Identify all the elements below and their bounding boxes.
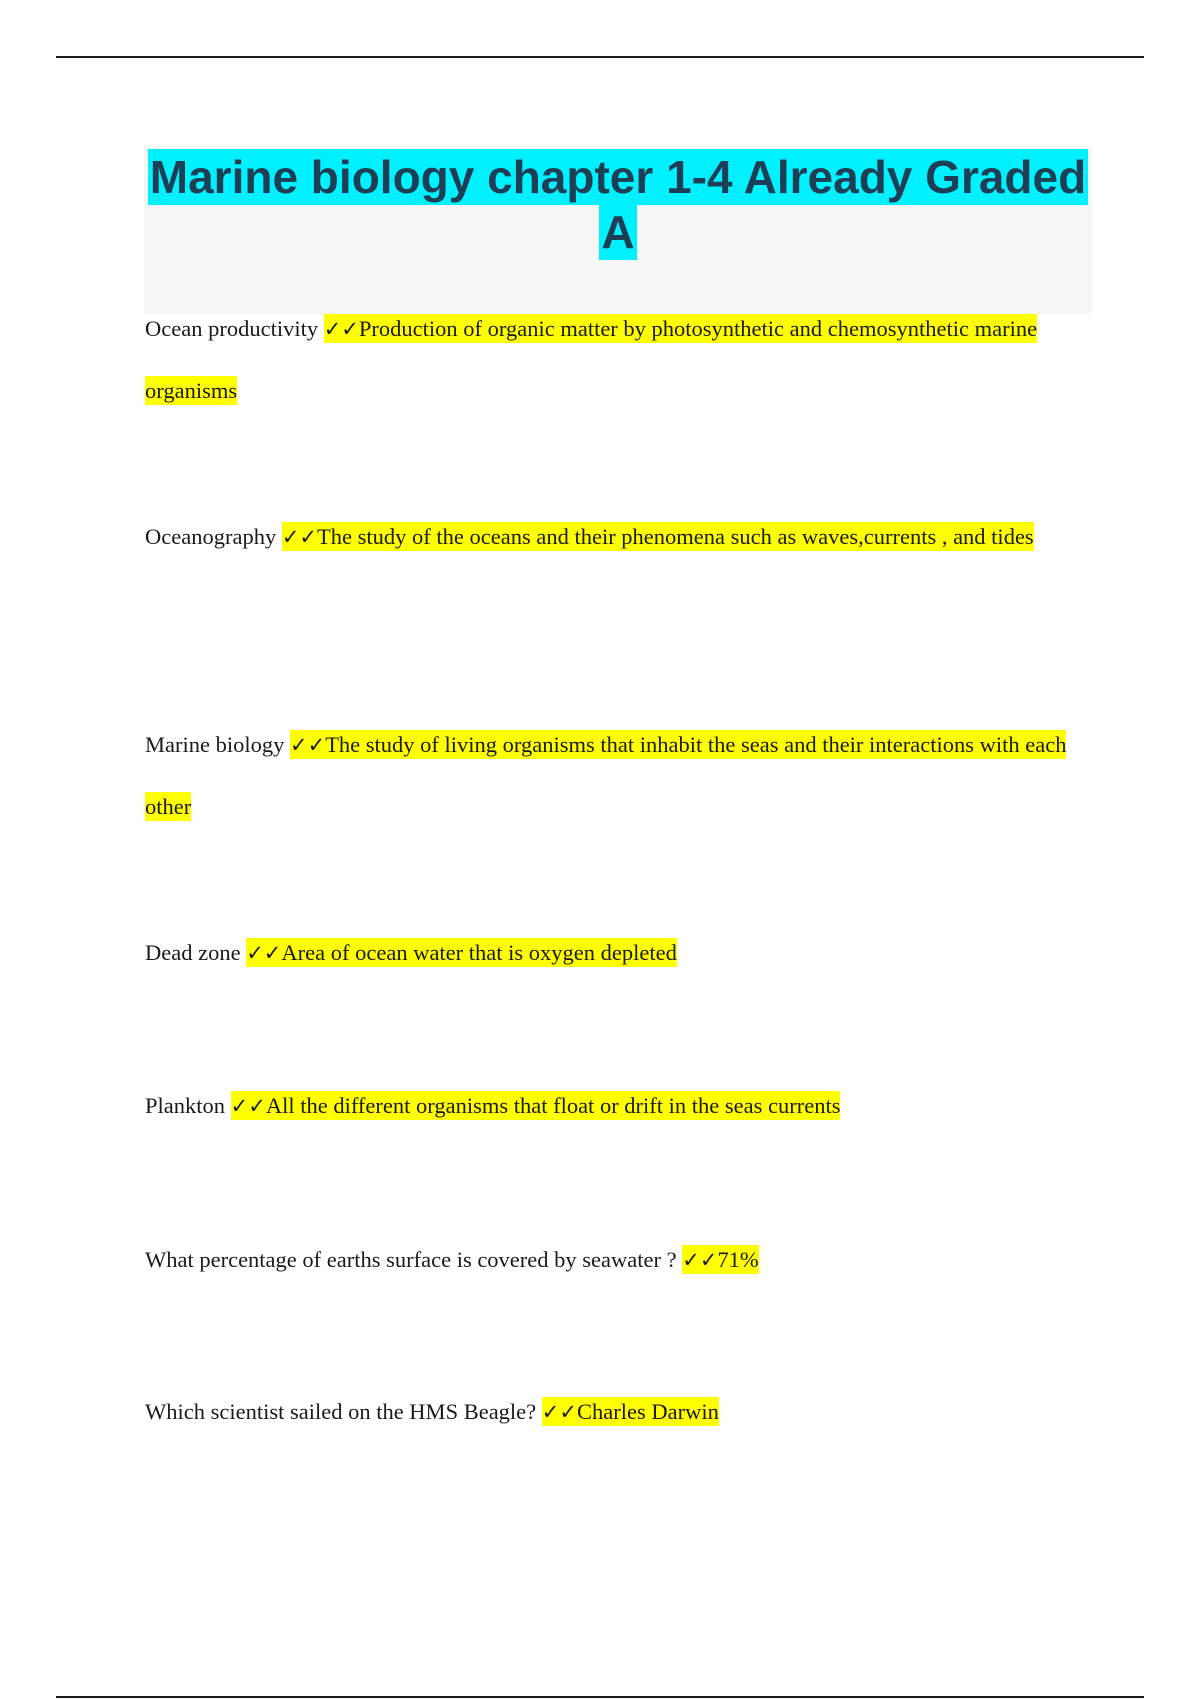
double-check-icon: ✓✓ xyxy=(323,317,359,341)
definition: The study of living organisms that inhabit the seas and their interactions with each other xyxy=(145,732,1067,819)
title-box xyxy=(144,146,1092,314)
term: What percentage of earths surface is covered by seawater ? xyxy=(145,1247,677,1272)
definition: Production of organic matter by photosynthetic and chemosynthetic marine organisms xyxy=(145,316,1038,403)
definition: 71% xyxy=(717,1247,759,1272)
term: Which scientist sailed on the HMS Beagle? xyxy=(145,1399,537,1424)
answer-highlight xyxy=(542,1397,719,1426)
double-check-icon: ✓✓ xyxy=(246,941,282,965)
document-title-text: Marine biology chapter 1-4 Already Graded A xyxy=(149,151,1087,258)
qa-item-dead-zone xyxy=(145,922,1095,984)
qa-item-plankton xyxy=(145,1075,1095,1137)
term: Marine biology xyxy=(145,732,285,757)
definition: All the different organisms that float or drift in the seas currents xyxy=(265,1093,841,1118)
bottom-rule xyxy=(56,1696,1144,1698)
double-check-icon: ✓✓ xyxy=(281,525,318,549)
double-check-icon: ✓✓ xyxy=(230,1094,266,1118)
definition: Area of ocean water that is oxygen depleted xyxy=(281,940,677,965)
answer-highlight xyxy=(145,730,1066,821)
qa-item-ocean-productivity xyxy=(145,298,1095,421)
qa-item-oceanography xyxy=(145,506,1095,568)
document-title xyxy=(144,146,1092,260)
definition: The study of the oceans and their phenomena such as waves,currents , and tides xyxy=(317,524,1034,549)
term: Plankton xyxy=(145,1093,226,1118)
term: Dead zone xyxy=(145,940,241,965)
answer-highlight xyxy=(282,522,1034,551)
qa-item-marine-biology xyxy=(145,714,1095,837)
definition: Charles Darwin xyxy=(577,1399,719,1424)
top-rule xyxy=(56,56,1144,58)
term: Oceanography xyxy=(145,524,277,549)
term: Ocean productivity xyxy=(145,316,319,341)
double-check-icon: ✓✓ xyxy=(541,1400,577,1424)
answer-highlight xyxy=(231,1091,841,1120)
answer-highlight xyxy=(682,1245,758,1274)
double-check-icon: ✓✓ xyxy=(289,733,326,757)
answer-highlight xyxy=(246,938,677,967)
double-check-icon: ✓✓ xyxy=(682,1248,718,1272)
qa-item-hms-beagle xyxy=(145,1381,1095,1443)
qa-item-seawater-percentage xyxy=(145,1229,1095,1291)
